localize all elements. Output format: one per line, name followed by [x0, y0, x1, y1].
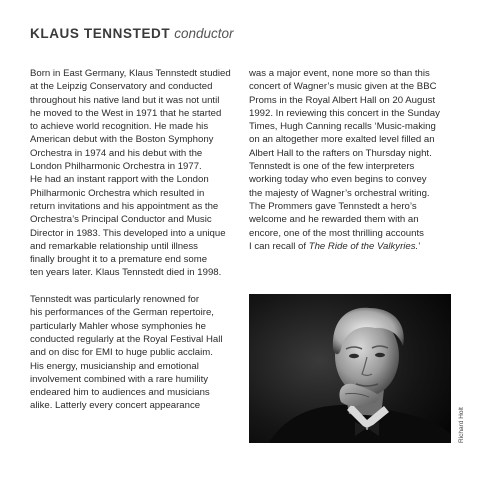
text-line: Albert Hall to the rafters on Thursday night. — [249, 147, 432, 159]
text-line: involvement combined with a rare humility — [30, 373, 209, 385]
text-line: return invitations and his appointment as the — [30, 200, 219, 212]
text-line: His energy, musicianship and emotional — [30, 360, 199, 372]
text-line: alike. Latterly every concert appearance — [30, 400, 201, 412]
left-column — [30, 67, 235, 413]
text-line: Tennstedt was particularly renowned for — [30, 294, 200, 306]
text-line: he moved to the West in 1971 that he started — [30, 107, 222, 119]
paragraph-gap — [30, 280, 235, 293]
text-line: He had an instant rapport with the London — [30, 174, 209, 186]
text-line: London Philharmonic Orchestra in 1977. — [30, 161, 202, 173]
text-line: encore, one of the most thrilling accounts — [249, 227, 424, 239]
text-line: 1992. In reviewing this concert in the Sunday — [249, 107, 440, 119]
text-line: Director in 1983. This developed into a unique — [30, 227, 226, 239]
text-line: Philharmonic Orchestra which resulted in — [30, 187, 205, 199]
text-line: Tennstedt is one of the few interpreters — [249, 161, 415, 173]
text-line: finally brought it to a premature end some — [30, 254, 208, 266]
text-line: concert of Wagner’s music given at the BBC — [249, 81, 437, 93]
photo-credit: Richard Holt — [458, 407, 465, 443]
text-line: at the Leipzig Conservatory and conducted — [30, 81, 213, 93]
text-line: to achieve world recognition. He made his — [30, 121, 209, 133]
portrait-image — [249, 294, 451, 443]
text-line: his performances of the German repertoire, — [30, 307, 214, 319]
text-line: and on disc for EMI to huge public acclaim. — [30, 347, 213, 359]
conductor-name: KLAUS TENNSTEDT — [30, 26, 171, 41]
work-title: The Ride of the Valkyries. — [308, 240, 419, 252]
text-line: The Prommers gave Tennstedt a hero’s — [249, 200, 417, 212]
text-line: Orchestra in 1974 and his debut with the — [30, 147, 203, 159]
text-line: American debut with the Boston Symphony — [30, 134, 214, 146]
text-line: the majesty of Wagner’s orchestral writing. — [249, 187, 430, 199]
text-line: throughout his native land but it was not until — [30, 94, 220, 106]
closing-quote: ’ — [418, 240, 421, 252]
text-line: particularly Mahler whose symphonies he — [30, 320, 206, 332]
text-line: welcome and he rewarded them with an — [249, 214, 419, 226]
text-line: on an altogether more exalted level filled an — [249, 134, 435, 146]
text-line: Proms in the Royal Albert Hall on 20 August — [249, 94, 436, 106]
text-line: ten years later. Klaus Tennstedt died in 1998. — [30, 267, 222, 279]
text-line: conducted regularly at the Royal Festival Hall — [30, 333, 223, 345]
right-column — [249, 67, 454, 253]
text-line: and remarkable relationship until illness — [30, 240, 198, 252]
page-heading — [30, 26, 234, 41]
biography-paragraph-1 — [30, 67, 235, 280]
conductor-role: conductor — [174, 26, 234, 41]
biography-paragraph-2 — [30, 293, 235, 413]
text-line: working today who even begins to convey — [249, 174, 427, 186]
text-line: Times, Hugh Canning recalls ‘Music-making — [249, 121, 436, 133]
text-line: Orchestra’s Principal Conductor and Music — [30, 214, 212, 226]
final-line-text: I can recall of — [249, 240, 309, 252]
conductor-portrait-photo — [249, 294, 451, 443]
text-line: Born in East Germany, Klaus Tennstedt studied — [30, 68, 231, 79]
text-line: was a major event, none more so than this — [249, 68, 430, 79]
text-line: endeared him to audiences and musicians — [30, 387, 210, 399]
text-line-final — [249, 240, 454, 253]
